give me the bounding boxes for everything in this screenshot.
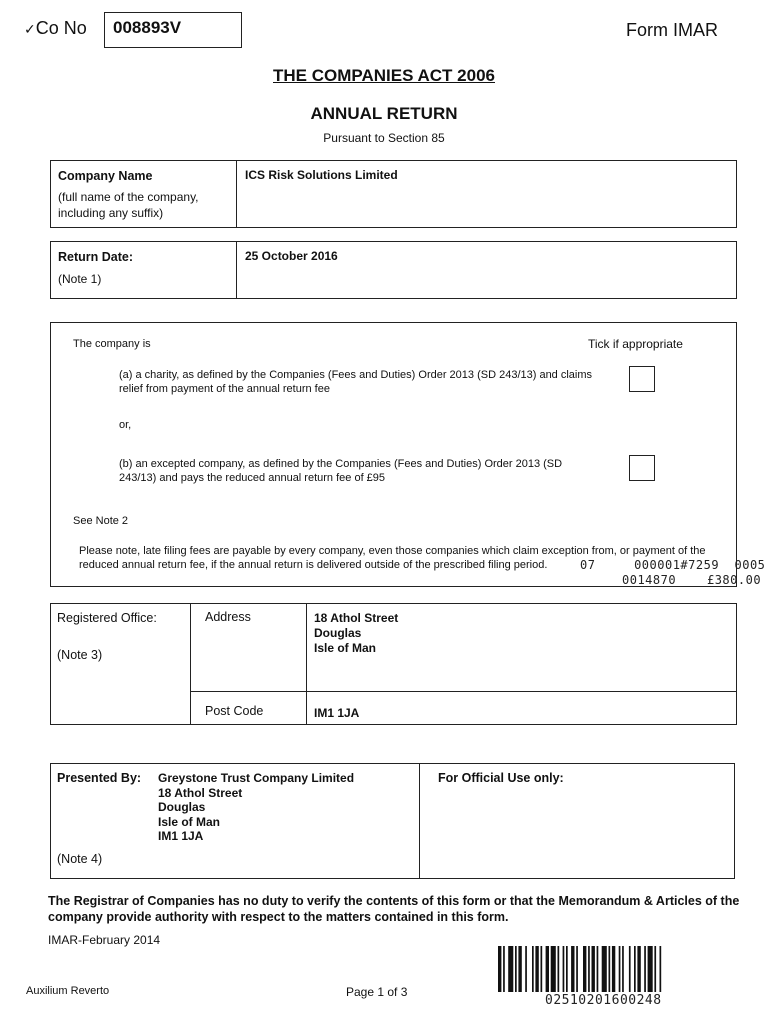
barcode-bar bbox=[535, 946, 538, 992]
barcode-bar bbox=[515, 946, 517, 992]
company-name-box bbox=[50, 160, 737, 228]
barcode-bar bbox=[597, 946, 599, 992]
form-name: Form IMAR bbox=[626, 20, 718, 40]
barcode-bar bbox=[612, 946, 615, 992]
return-date-note: (Note 1) bbox=[58, 272, 102, 286]
presenter-details[interactable] bbox=[158, 771, 354, 844]
presented-by-box bbox=[50, 763, 735, 879]
barcode-bar bbox=[622, 946, 624, 992]
company-status-box bbox=[50, 322, 737, 587]
barcode-bar bbox=[546, 946, 549, 992]
barcode-bar bbox=[634, 946, 636, 992]
return-date-box bbox=[50, 241, 737, 299]
presenter-line-5: IM1 1JA bbox=[158, 829, 204, 844]
barcode-bar bbox=[602, 946, 607, 992]
barcode-bar bbox=[619, 946, 621, 992]
registered-office-box bbox=[50, 603, 737, 725]
barcode-bar bbox=[532, 946, 534, 992]
barcode-bar bbox=[525, 946, 527, 992]
company-name-label: Company Name bbox=[58, 169, 153, 183]
status-intro: The company is bbox=[73, 338, 151, 350]
presented-by-label: Presented By: bbox=[57, 771, 142, 785]
barcode-bar bbox=[576, 946, 578, 992]
barcode-bar bbox=[644, 946, 646, 992]
barcode-bar bbox=[498, 946, 501, 992]
postcode-value[interactable]: IM1 1JA bbox=[314, 706, 360, 720]
barcode-bar bbox=[660, 946, 662, 992]
barcode-bar bbox=[637, 946, 640, 992]
presenter-line-4: Isle of Man bbox=[158, 814, 221, 829]
option-b-checkbox[interactable] bbox=[629, 455, 655, 481]
barcode-bar bbox=[503, 946, 505, 992]
or-text: or, bbox=[119, 419, 132, 431]
barcode-bar bbox=[518, 946, 521, 992]
company-name-hint: (full name of the company, including any suffix) bbox=[58, 190, 199, 220]
form-heading: ANNUAL RETURN bbox=[310, 104, 458, 123]
presented-by-note: (Note 4) bbox=[57, 852, 103, 866]
late-filing-note: Please note, late filing fees are payable by every company, even those companies which claim exception from, or payment of the reduced annual return fee, if the annual return is delivered outside of the prescribed filing period. bbox=[79, 545, 706, 571]
option-a-text: (a) a charity, as defined by the Companies (Fees and Duties) Order 2013 (SD 243/13) and claims relief from payment of the annual return fee bbox=[119, 369, 593, 395]
registered-office-note: (Note 3) bbox=[57, 648, 103, 662]
barcode-bar bbox=[563, 946, 565, 992]
barcode-bar bbox=[588, 946, 590, 992]
barcode-bar bbox=[551, 946, 556, 992]
receipt-stamp-line1: 07 000001#7259 0005 bbox=[580, 558, 766, 572]
barcode-bar bbox=[566, 946, 568, 992]
return-date-label: Return Date: bbox=[58, 250, 134, 264]
presenter-line-1: Greystone Trust Company Limited bbox=[158, 771, 355, 785]
barcode-bar bbox=[571, 946, 574, 992]
address-line-3: Isle of Man bbox=[314, 641, 377, 655]
co-no-value: 008893V bbox=[113, 18, 182, 37]
receipt-stamp-line2: 0014870 £380.00 bbox=[622, 573, 762, 587]
presenter-line-2: 18 Athol Street bbox=[158, 785, 243, 800]
pursuant-text: Pursuant to Section 85 bbox=[323, 131, 445, 145]
barcode-bar bbox=[629, 946, 631, 992]
address-line-1: 18 Athol Street bbox=[314, 611, 399, 625]
barcode-number: 02510201600248 bbox=[545, 993, 662, 1008]
barcode-bar bbox=[541, 946, 543, 992]
return-date-value[interactable]: 25 October 2016 bbox=[245, 249, 338, 263]
presenter-line-3: Douglas bbox=[158, 800, 206, 815]
barcode-bar bbox=[508, 946, 513, 992]
act-title: THE COMPANIES ACT 2006 bbox=[273, 66, 495, 85]
option-a-checkbox[interactable] bbox=[629, 366, 655, 392]
address-label: Address bbox=[205, 610, 251, 624]
barcode-bar bbox=[648, 946, 653, 992]
see-note-2: See Note 2 bbox=[73, 515, 129, 527]
barcode-bar bbox=[609, 946, 611, 992]
barcode-bar bbox=[654, 946, 656, 992]
company-name-value[interactable]: ICS Risk Solutions Limited bbox=[245, 168, 398, 182]
registrar-disclaimer: The Registrar of Companies has no duty to verify the contents of this form or that the Memorandum & Articles of the company provide authority with respect to the matters contained in this form. bbox=[48, 894, 740, 924]
footer-left-text: Auxilium Reverto bbox=[26, 985, 110, 997]
form-version: IMAR-February 2014 bbox=[48, 933, 161, 947]
barcode bbox=[498, 946, 713, 992]
address-line-2: Douglas bbox=[314, 626, 362, 640]
option-b-text: (b) an excepted company, as defined by the Companies (Fees and Duties) Order 2013 (SD 243/13) and pays the reduced annual return fee of £95 bbox=[119, 458, 563, 484]
tick-heading: Tick if appropriate bbox=[588, 337, 683, 351]
barcode-bar bbox=[592, 946, 595, 992]
co-no-field bbox=[104, 12, 242, 48]
page-number: Page 1 of 3 bbox=[346, 985, 408, 999]
barcode-bar bbox=[558, 946, 560, 992]
check-mark-icon: ✓ bbox=[24, 21, 36, 37]
co-no-label: ✓Co No bbox=[24, 18, 87, 38]
barcode-bar bbox=[583, 946, 586, 992]
postcode-label: Post Code bbox=[205, 704, 264, 718]
official-use-label: For Official Use only: bbox=[438, 771, 564, 785]
registered-office-label: Registered Office: bbox=[57, 611, 157, 625]
address-value[interactable] bbox=[314, 611, 398, 656]
